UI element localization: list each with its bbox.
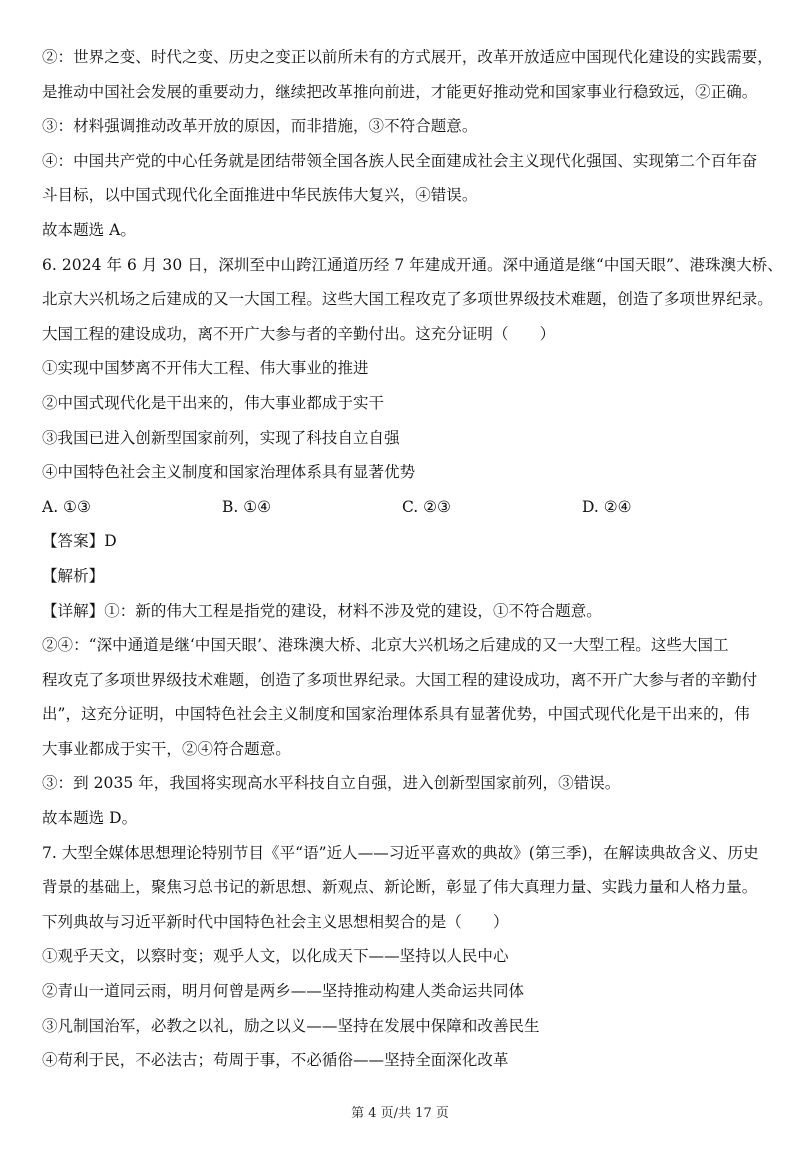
paragraph-line: ③：材料强调推动改革开放的原因，而非措施，③不符合题意。 (42, 117, 478, 136)
paragraph-line: ④：中国共产党的中心任务就是团结带领全国各族人民全面建成社会主义现代化强国、实现第二个百年奋 (42, 151, 758, 170)
option-d: D. ②④ (582, 497, 632, 516)
question-7-stem: 背景的基础上，聚焦习总书记的新思想、新观点、新论断，彰显了伟大真理力量、实践力量和人格力量。 (42, 878, 758, 897)
question-7-statement: ④苟利于民，不必法古；苟周于事，不必循俗——坚持全面深化改革 (42, 1051, 509, 1070)
question-6-stem: 6. 2024 年 6 月 30 日，深圳至中山跨江通道历经 7 年建成开通。深中通道是继“中国天眼”、港珠澳大桥、 (42, 255, 783, 274)
explanation-line: 大事业都成于实干，②④符合题意。 (42, 739, 291, 758)
question-6-statement: ①实现中国梦离不开伟大工程、伟大事业的推进 (42, 359, 369, 378)
question-6-statement: ④中国特色社会主义制度和国家治理体系具有显著优势 (42, 463, 416, 482)
question-6-stem: 大国工程的建设成功，离不开广大参与者的辛勤付出。这充分证明（ ） (42, 324, 556, 343)
analysis-label: 【解析】 (42, 566, 105, 585)
conclusion-line: 故本题选 D。 (42, 809, 138, 828)
question-7-statement: ③凡制国治军，必教之以礼，励之以义——坚持在发展中保障和改善民生 (42, 1016, 540, 1035)
paragraph-line: 是推动中国社会发展的重要动力，继续把改革推向前进，才能更好推动党和国家事业行稳致远，②正确。 (42, 82, 758, 101)
question-6-options (42, 490, 772, 525)
explanation-line: 【详解】①：新的伟大工程是指党的建设，材料不涉及党的建设，①不符合题意。 (42, 601, 602, 620)
paragraph-line: 故本题选 A。 (42, 220, 136, 239)
explanation-line: 出”，这充分证明，中国特色社会主义制度和国家治理体系具有显著优势，中国式现代化是干出来的，伟 (42, 705, 750, 724)
question-6-statement: ②中国式现代化是干出来的，伟大事业都成于实干 (42, 393, 385, 412)
question-7-stem: 7. 大型全媒体思想理论特别节目《平“语”近人——习近平喜欢的典故》(第三季)，在解读典故含义、历史 (42, 843, 759, 862)
answer-label: 【答案】D (42, 532, 117, 551)
paragraph-line: 斗目标，以中国式现代化全面推进中华民族伟大复兴，④错误。 (42, 186, 478, 205)
explanation-line: ③：到 2035 年，我国将实现高水平科技自立自强，进入创新型国家前列，③错误。 (42, 774, 621, 793)
option-c: C. ②③ (402, 497, 451, 516)
question-7-stem: 下列典故与习近平新时代中国特色社会主义思想相契合的是（ ） (42, 912, 509, 931)
explanation-line: ②④：“深中通道是继‘中国天眼’、港珠澳大桥、北京大兴机场之后建成的又一大型工程。这些大国工 (42, 636, 729, 655)
paragraph-line: ②：世界之变、时代之变、历史之变正以前所未有的方式展开，改革开放适应中国现代化建设的实践需要， (42, 48, 773, 66)
document-page (42, 40, 783, 1078)
option-b: B. ①④ (222, 497, 272, 516)
question-6-statement: ③我国已进入创新型国家前列，实现了科技自立自强 (42, 428, 400, 447)
question-6-stem: 北京大兴机场之后建成的又一大国工程。这些大国工程攻克了多项世界级技术难题，创造了多项世界纪录。 (42, 290, 773, 309)
option-a: A. ①③ (42, 497, 91, 516)
question-7-statement: ①观乎天文，以察时变；观乎人文，以化成天下——坚持以人民中心 (42, 947, 509, 966)
explanation-line: 程攻克了多项世界级技术难题，创造了多项世界纪录。大国工程的建设成功，离不开广大参与者的辛勤付 (42, 670, 758, 689)
question-7-statement: ②青山一道同云雨，明月何曾是两乡——坚持推动构建人类命运共同体 (42, 982, 525, 1001)
page-number-footer: 第 4 页/共 17 页 (351, 1106, 449, 1121)
